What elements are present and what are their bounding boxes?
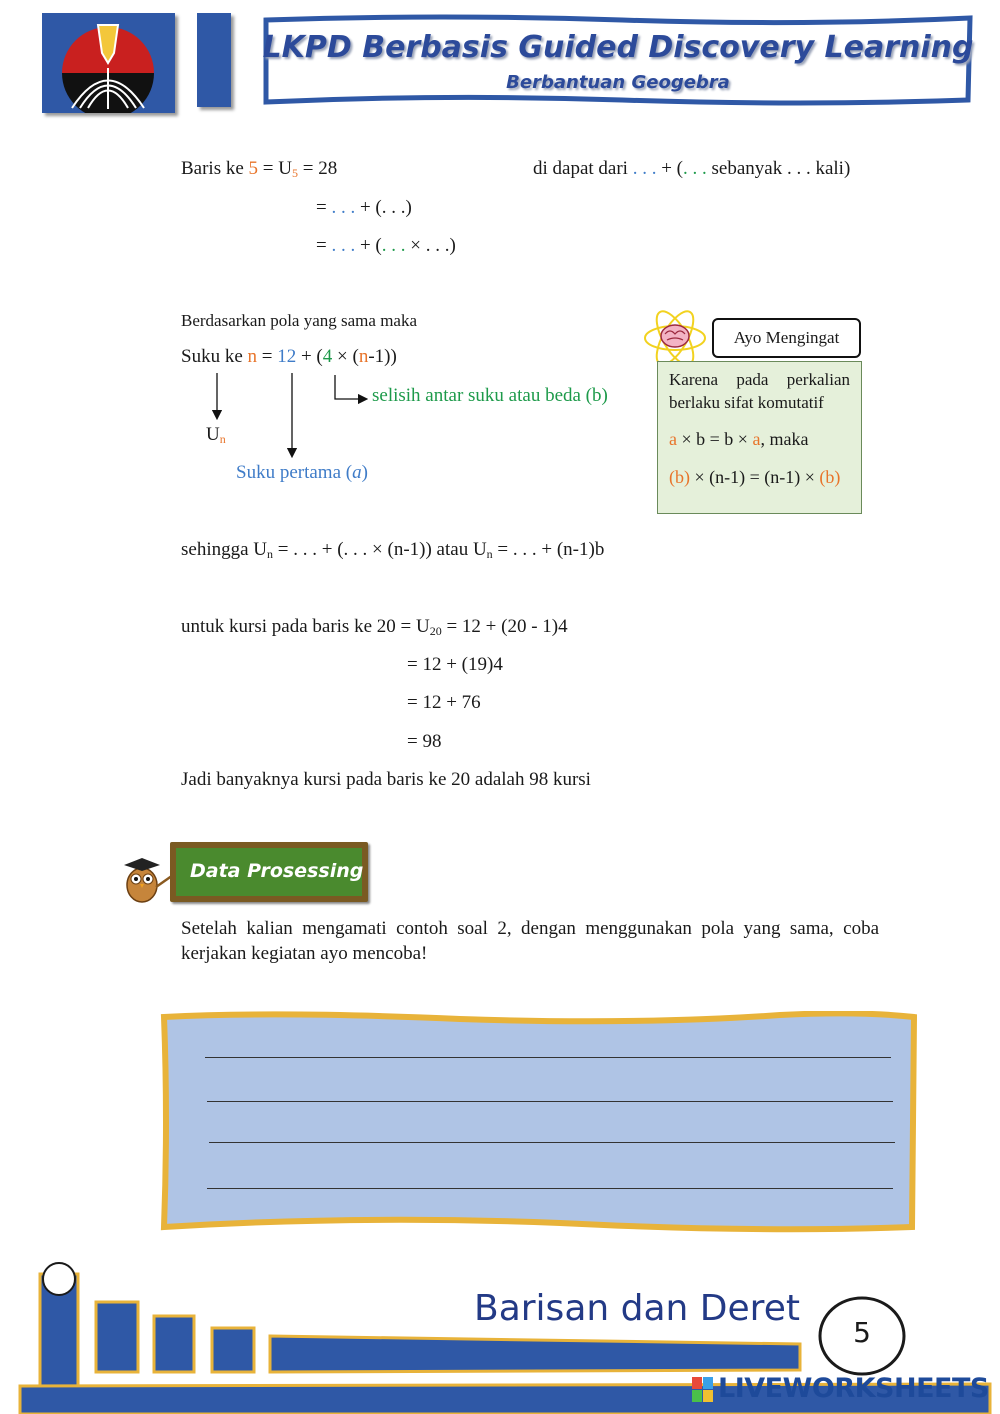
- header-title: LKPD Berbasis Guided Discovery Learning: [262, 30, 974, 65]
- header-banner: [262, 14, 974, 106]
- brain-icon: [640, 308, 710, 368]
- answer-line-3[interactable]: [209, 1142, 895, 1143]
- university-logo-icon: [42, 13, 175, 113]
- un-label: $U_n$: [206, 424, 226, 446]
- data-processing-label: Data Prosessing: [190, 860, 364, 882]
- owl-teacher-icon: [118, 853, 178, 905]
- baris5-step3: = . . . + (. . . × . . .): [316, 235, 456, 256]
- example20-step2: = 12 + 76: [407, 692, 481, 713]
- answer-line-2[interactable]: [207, 1101, 893, 1102]
- header-bar: [197, 13, 231, 107]
- example20-line: untuk kursi pada baris ke $20 = U_{20} = 12 + (20 - 1)4$: [181, 616, 568, 638]
- logo-block: [42, 13, 175, 113]
- reminder-formula-2: (b) × (n-1) = (n-1) × (b): [669, 467, 841, 487]
- footer-title: Barisan dan Deret: [474, 1288, 800, 1329]
- watermark-text: LIVEWORKSHEETS: [718, 1373, 989, 1404]
- baris5-derivation: di dapat dari . . . + (. . . sebanyak . . . kali): [533, 158, 851, 179]
- header-subtitle: Berbantuan Geogebra: [506, 72, 730, 93]
- page-number: 5: [853, 1316, 871, 1349]
- example20-conclusion: Jadi banyaknya kursi pada baris ke 20 adalah 98 kursi: [181, 769, 591, 790]
- baris5-step2: = . . . + (. . .): [316, 197, 412, 218]
- beda-label: selisih antar suku atau beda (b): [372, 385, 608, 406]
- instruction-text: Setelah kalian mengamati contoh soal 2, dengan menggunakan pola yang sama, coba kerjakan kegiatan ayo mencoba!: [181, 918, 879, 964]
- example20-step3: = 98: [407, 731, 442, 752]
- arrow-to-beda: [335, 375, 363, 399]
- answer-box-frame: [160, 1011, 920, 1233]
- pattern-formula: Suku ke n = 12 + (4 × (n-1)): [181, 346, 397, 367]
- pattern-intro: Berdasarkan pola yang sama maka: [181, 311, 418, 330]
- general-formula: sehingga $U_n$ = . . . + (. . . × (n-1)) atau $U_n$ = . . . + (n-1)b: [181, 539, 605, 561]
- answer-line-4[interactable]: [207, 1188, 893, 1189]
- reminder-formula-1: a × b = b × a, maka: [669, 429, 809, 449]
- answer-line-1[interactable]: [205, 1057, 891, 1058]
- example20-step1: = 12 + (19)4: [407, 654, 503, 675]
- liveworksheets-logo-icon: [692, 1377, 714, 1403]
- first-term-label: Suku pertama (a): [236, 462, 368, 483]
- reminder-title: Ayo Mengingat: [733, 328, 840, 347]
- reminder-text: Karena pada perkalian berlaku sifat komutatif: [669, 370, 850, 412]
- baris5-line: Baris ke $5 = U_5 = 28$: [181, 158, 338, 180]
- data-processing-board: [170, 842, 368, 902]
